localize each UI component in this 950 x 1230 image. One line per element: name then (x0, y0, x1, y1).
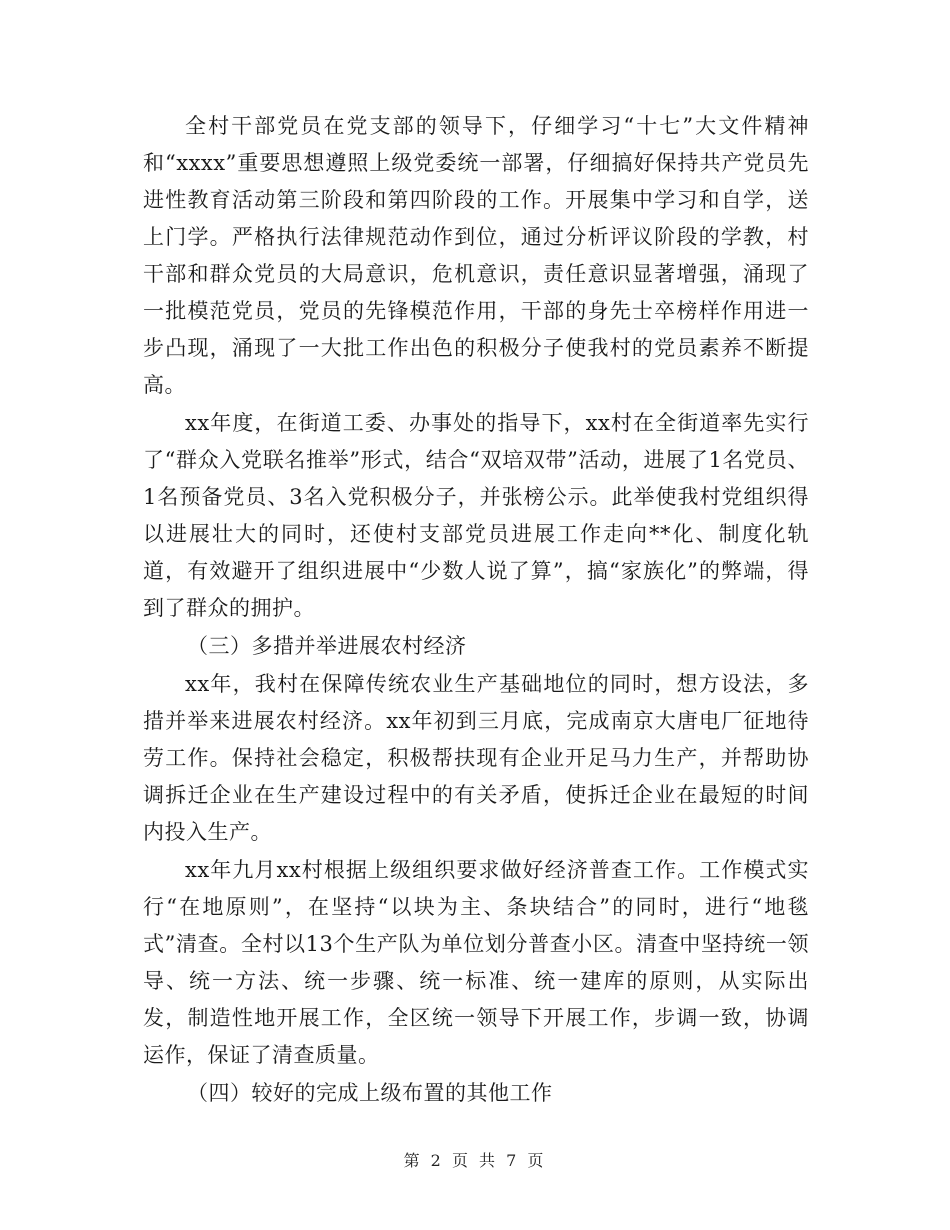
paragraph-rural-economy: xx年，我村在保障传统农业生产基础地位的同时，想方设法，多措并举来进展农村经济。xx年初到三月底，完成南京大唐电厂征地待劳工作。保持社会稳定，积极帮扶现有企业开足马力生产，并帮助协调拆迁企业在生产建设过程中的有关矛盾，使拆迁企业在最短的时间内投入生产。 (143, 672, 809, 844)
page-body (143, 108, 809, 1113)
section-heading-3: （三）多措并举进展农村经济 (187, 634, 467, 658)
paragraph-party-recruitment: xx年度，在街道工委、办事处的指导下，xx村在全街道率先实行了“群众入党联名推举”形式，结合“双培双带”活动，进展了1名党员、1名预备党员、3名入党积极分子，并张榜公示。此举使我村党组织得以进展壮大的同时，还使村支部党员进展工作走向**化、制度化轨道，有效避开了组织进展中“少数人说了算”，搞“家族化”的弊端，得到了群众的拥护。 (143, 411, 809, 620)
section-heading-4: （四）较好的完成上级布置的其他工作 (187, 1081, 553, 1105)
paragraph-economic-census: xx年九月xx村根据上级组织要求做好经济普查工作。工作模式实行“在地原则”，在坚持“以块为主、条块结合”的同时，进行“地毯式”清查。全村以13个生产队为单位划分普查小区。清查中坚持统一领导、统一方法、统一步骤、统一标准、统一建库的原则，从实际出发，制造性地开展工作，全区统一领导下开展工作，步调一致，协调运作，保证了清查质量。 (143, 858, 809, 1067)
paragraph-party-study: 全村干部党员在党支部的领导下，仔细学习“十七”大文件精神和“xxxx”重要思想遵照上级党委统一部署，仔细搞好保持共产党员先进性教育活动第三阶段和第四阶段的工作。开展集中学习和自学，送上门学。严格执行法律规范动作到位，通过分析评议阶段的学教，村干部和群众党员的大局意识，危机意识，责任意识显著增强，涌现了一批模范党员，党员的先锋模范作用，干部的身先士卒榜样作用进一步凸现，涌现了一大批工作出色的积极分子使我村的党员素养不断提高。 (143, 114, 809, 397)
page-number-footer: 第 2 页 共 7 页 (403, 1151, 547, 1170)
